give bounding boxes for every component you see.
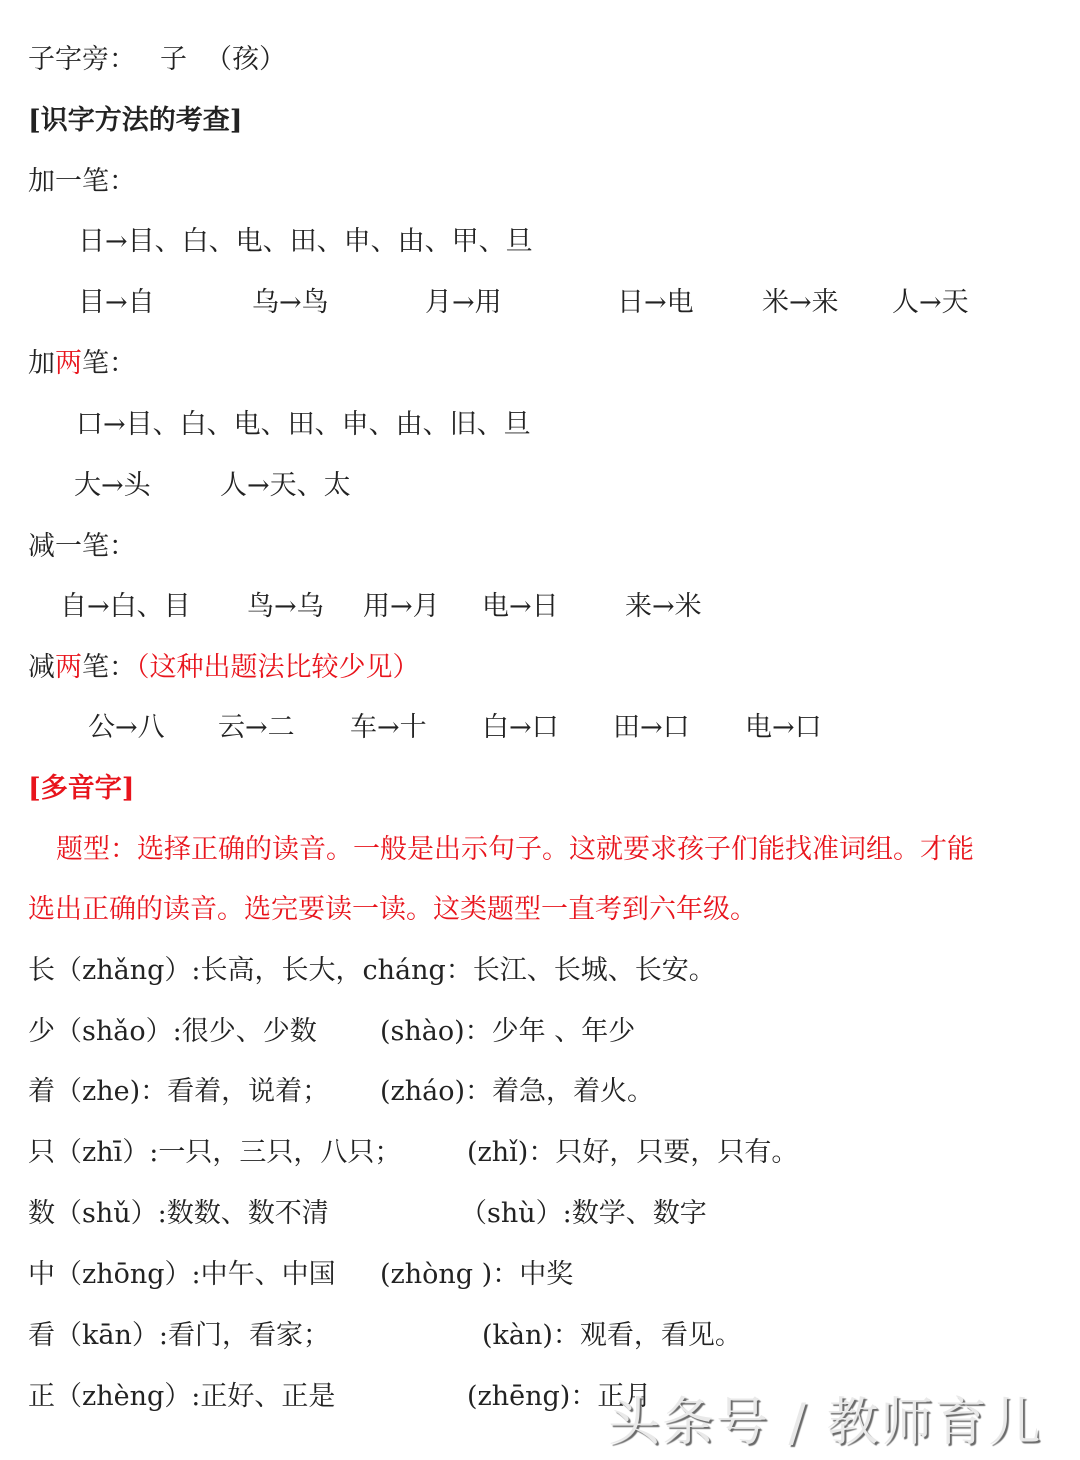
example: 电→日 — [482, 591, 559, 622]
example: 日→电 — [617, 287, 694, 318]
text: 笔： — [82, 348, 136, 379]
highlight: 两 — [55, 348, 82, 379]
example: 公→八 — [88, 712, 165, 743]
text: 减 — [28, 652, 55, 683]
section-heading-polyphones: [多音字] — [28, 773, 135, 804]
highlight: 两 — [55, 652, 82, 683]
polyphone-entry: 着（zhe)：看着，说着； — [28, 1076, 330, 1107]
radical-char: 子 — [160, 44, 187, 75]
radical-label: 子字旁： — [28, 44, 136, 75]
example: 白→口 — [482, 712, 559, 743]
note: （这种出题法比较少见） — [136, 652, 420, 683]
polyphone-alt: (kàn)：观看，看见。 — [482, 1320, 742, 1351]
polyphone-entry: 只（zhī）:一只，三只，八只； — [28, 1137, 402, 1168]
section-heading-methods: [识字方法的考查] — [28, 105, 243, 136]
text: 加 — [28, 348, 55, 379]
example-line: 日→目、白、电、田、申、由、甲、旦 — [78, 226, 533, 257]
example: 田→口 — [613, 712, 690, 743]
polyphone-alt: （shù）:数学、数字 — [460, 1198, 707, 1229]
example: 人→天 — [892, 287, 969, 318]
watermark: 头条号 / 教师育儿 — [608, 1393, 1043, 1453]
example: 乌→鸟 — [252, 287, 329, 318]
text: 笔： — [82, 652, 136, 683]
question-type-note: 题型：选择正确的读音。一般是出示句子。这就要求孩子们能找准词组。才能 — [56, 834, 974, 865]
example: 米→来 — [762, 287, 839, 318]
subheading-remove-two — [28, 651, 420, 685]
example: 人→天、太 — [220, 470, 351, 501]
radical-example: （孩） — [205, 44, 286, 75]
polyphone-entry: 长（zhǎng）:长高，长大，cháng：长江、长城、长安。 — [28, 955, 716, 986]
polyphone-entry: 中（zhōng）:中午、中国 — [28, 1259, 336, 1290]
subheading-add-one: 加一笔： — [28, 166, 136, 197]
example: 电→口 — [745, 712, 822, 743]
example: 月→用 — [425, 287, 502, 318]
polyphone-alt: (shào)：少年 、年少 — [380, 1016, 636, 1047]
example: 自→白、目 — [60, 591, 191, 622]
example: 用→月 — [363, 591, 440, 622]
polyphone-entry: 少（shǎo）:很少、少数 — [28, 1016, 317, 1047]
polyphone-alt: (zhòng )：中奖 — [380, 1259, 574, 1290]
polyphone-entry: 看（kān）:看门，看家； — [28, 1320, 330, 1351]
example: 来→米 — [625, 591, 702, 622]
question-type-note-cont: 选出正确的读音。选完要读一读。这类题型一直考到六年级。 — [28, 894, 757, 925]
polyphone-entry: 正（zhèng）:正好、正是 — [28, 1381, 336, 1412]
example: 车→十 — [350, 712, 427, 743]
subheading-remove-one: 减一笔： — [28, 531, 136, 562]
example-line: 口→目、白、电、田、申、由、旧、旦 — [76, 409, 531, 440]
example: 云→二 — [218, 712, 295, 743]
polyphone-alt: (zháo)：着急，着火。 — [380, 1076, 655, 1107]
subheading-add-two — [28, 347, 136, 381]
polyphone-alt: (zhǐ)：只好，只要，只有。 — [467, 1137, 799, 1168]
example: 大→头 — [74, 470, 151, 501]
polyphone-entry: 数（shǔ）:数数、数不清 — [28, 1198, 329, 1229]
example: 鸟→乌 — [247, 591, 324, 622]
polyphone-alt: (zhēng)：正月 — [467, 1381, 652, 1412]
example: 目→自 — [78, 287, 155, 318]
